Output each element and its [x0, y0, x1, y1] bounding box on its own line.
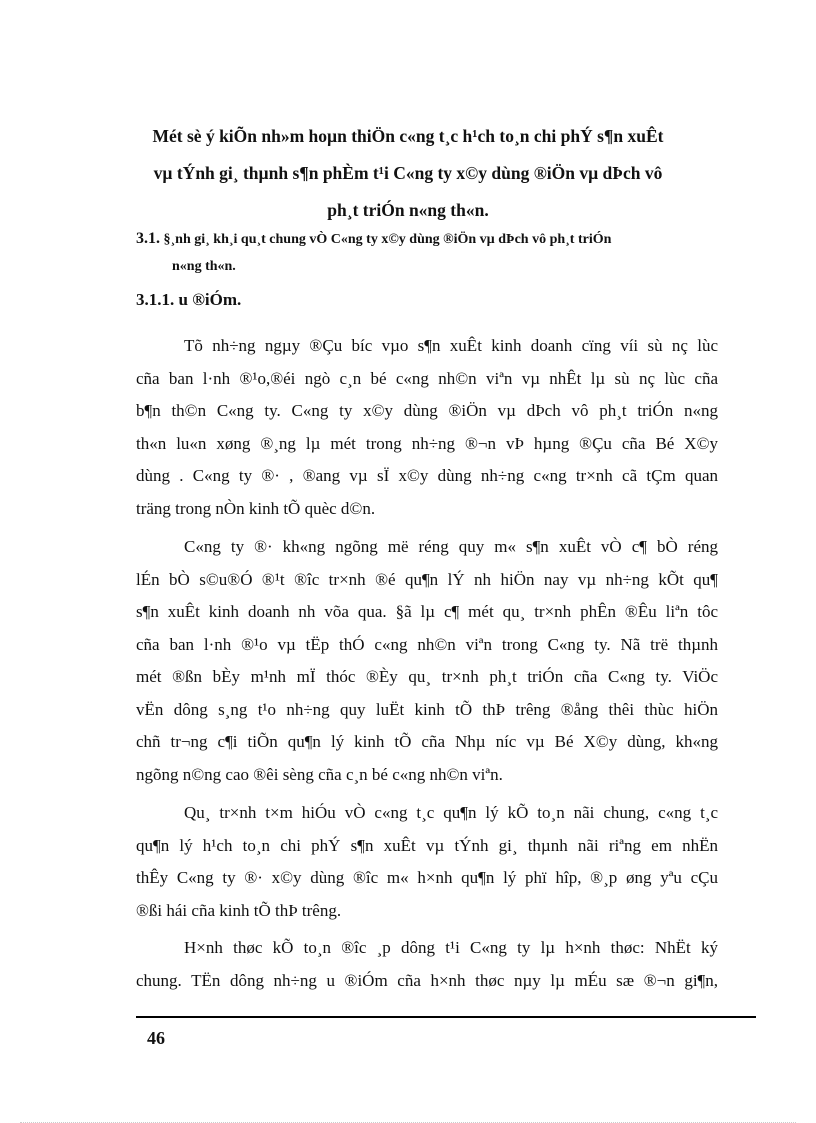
paragraph-line: th«n lu«n xøng ®¸ng lµ mét trong nh÷ng ®¬n vÞ hµng ®Çu cña Bé X©y: [136, 433, 718, 453]
paragraph-line: dùng . C«ng ty ®· , ®ang vµ sÏ x©y dùng nh÷ng c«ng tr×nh cã tÇm quan: [136, 466, 718, 485]
paragraph-line: chung. TËn dông nh÷ng u ®iÓm cña h×nh thøc nµy lµ mÉu sæ ®¬n gi¶n,: [136, 970, 718, 990]
paragraph-line: träng trong nÒn kinh tÕ quèc d©n.: [136, 498, 376, 518]
paragraph-line: cña ban l·nh ®¹o vµ tËp thÓ c«ng nh©n viªn trong C«ng ty. Nã trë thµnh: [136, 634, 718, 654]
paragraph-line: Tõ nh÷ng ngµy ®Çu bíc vµo s¶n xuÊt kinh doanh cïng víi sù nç lùc: [184, 336, 718, 355]
paragraph-line: mét ®ßn bÈy m¹nh mÏ thóc ®Èy qu¸ tr×nh ph¸t triÓn cña C«ng ty. ViÖc: [136, 667, 718, 686]
paragraph-line: ngõng n©ng cao ®êi sèng cña c¸n bé c«ng nh©n viªn.: [136, 764, 503, 784]
paragraph: [136, 797, 718, 927]
paragraph: [136, 932, 718, 997]
paragraph-line: b¶n th©n C«ng ty. C«ng ty x©y dùng ®iÖn vµ dÞch vô ph¸t triÓn n«ng: [136, 401, 718, 420]
paragraph-line: lÉn bÒ s©u®Ó ®¹t ®îc tr×nh ®é qu¶n lÝ nh hiÖn nay vµ nh÷ng kÕt qu¶: [136, 569, 718, 589]
paragraph-line: C«ng ty ®· kh«ng ngõng më réng quy m« s¶n xuÊt vÒ c¶ bÒ réng: [184, 537, 718, 556]
paragraph-line: qu¶n lý h¹ch to¸n chi phÝ s¶n xuÊt vµ tÝnh gi¸ thµnh nãi riªng em nhËn: [136, 835, 718, 855]
paragraph-line: thÊy C«ng ty ®· x©y dùng ®îc m« h×nh qu¶n lý phï hîp, ®¸p øng yªu cÇu: [136, 868, 718, 887]
footer-rule: [136, 1016, 756, 1018]
chapter-title-line: Mét sè ý kiÕn nh»m hoµn thiÖn c«ng t¸c h¹ch to¸n chi phÝ s¶n xuÊt: [152, 126, 664, 146]
paragraph-line: chñ tr¬ng c¶i tiÕn qu¶n lý kinh tÕ cña Nhµ níc vµ Bé X©y dùng, kh«ng: [136, 732, 718, 751]
section-heading-text: §¸nh gi¸ kh¸i qu¸t chung vÒ C«ng ty x©y dùng ®iÖn vµ dÞch vô ph¸t triÓn: [163, 232, 612, 247]
subsection-heading: 3.1.1. u ®iÓm.: [136, 290, 242, 309]
paragraph-line: vËn dông s¸ng t¹o nh÷ng quy luËt kinh tÕ thÞ trêng ®ång thêi thùc hiÖn: [136, 699, 718, 719]
paragraph: [136, 330, 718, 525]
paragraph: [136, 531, 718, 791]
section-number: 3.1.: [136, 230, 160, 247]
page-number: 46: [147, 1028, 165, 1048]
paragraph-line: ®ßi hái cña kinh tÕ thÞ trêng.: [136, 900, 342, 920]
section-heading: [136, 222, 736, 278]
paragraph-line: H×nh thøc kÕ to¸n ®îc ¸p dông t¹i C«ng ty lµ h×nh thøc: NhËt ký: [184, 938, 718, 957]
paragraph-line: cña ban l·nh ®¹o,®éi ngò c¸n bé c«ng nh©n viªn vµ nhÊt lµ sù nç lùc cña: [136, 368, 718, 388]
chapter-title-line: vµ tÝnh gi¸ thµnh s¶n phÈm t¹i C«ng ty x©y dùng ®iÖn vµ dÞch vô: [153, 163, 663, 183]
chapter-title: [110, 118, 706, 229]
paragraph-line: Qu¸ tr×nh t×m hiÓu vÒ c«ng t¸c qu¶n lý kÕ to¸n nãi chung, c«ng t¸c: [184, 803, 718, 822]
section-heading-text-cont: n«ng th«n.: [172, 259, 236, 274]
chapter-title-line: ph¸t triÓn n«ng th«n.: [327, 200, 489, 220]
paragraph-line: s¶n xuÊt kinh doanh nh võa qua. §ã lµ c¶ mét qu¸ tr×nh phÊn ®Êu liªn tôc: [136, 602, 718, 621]
